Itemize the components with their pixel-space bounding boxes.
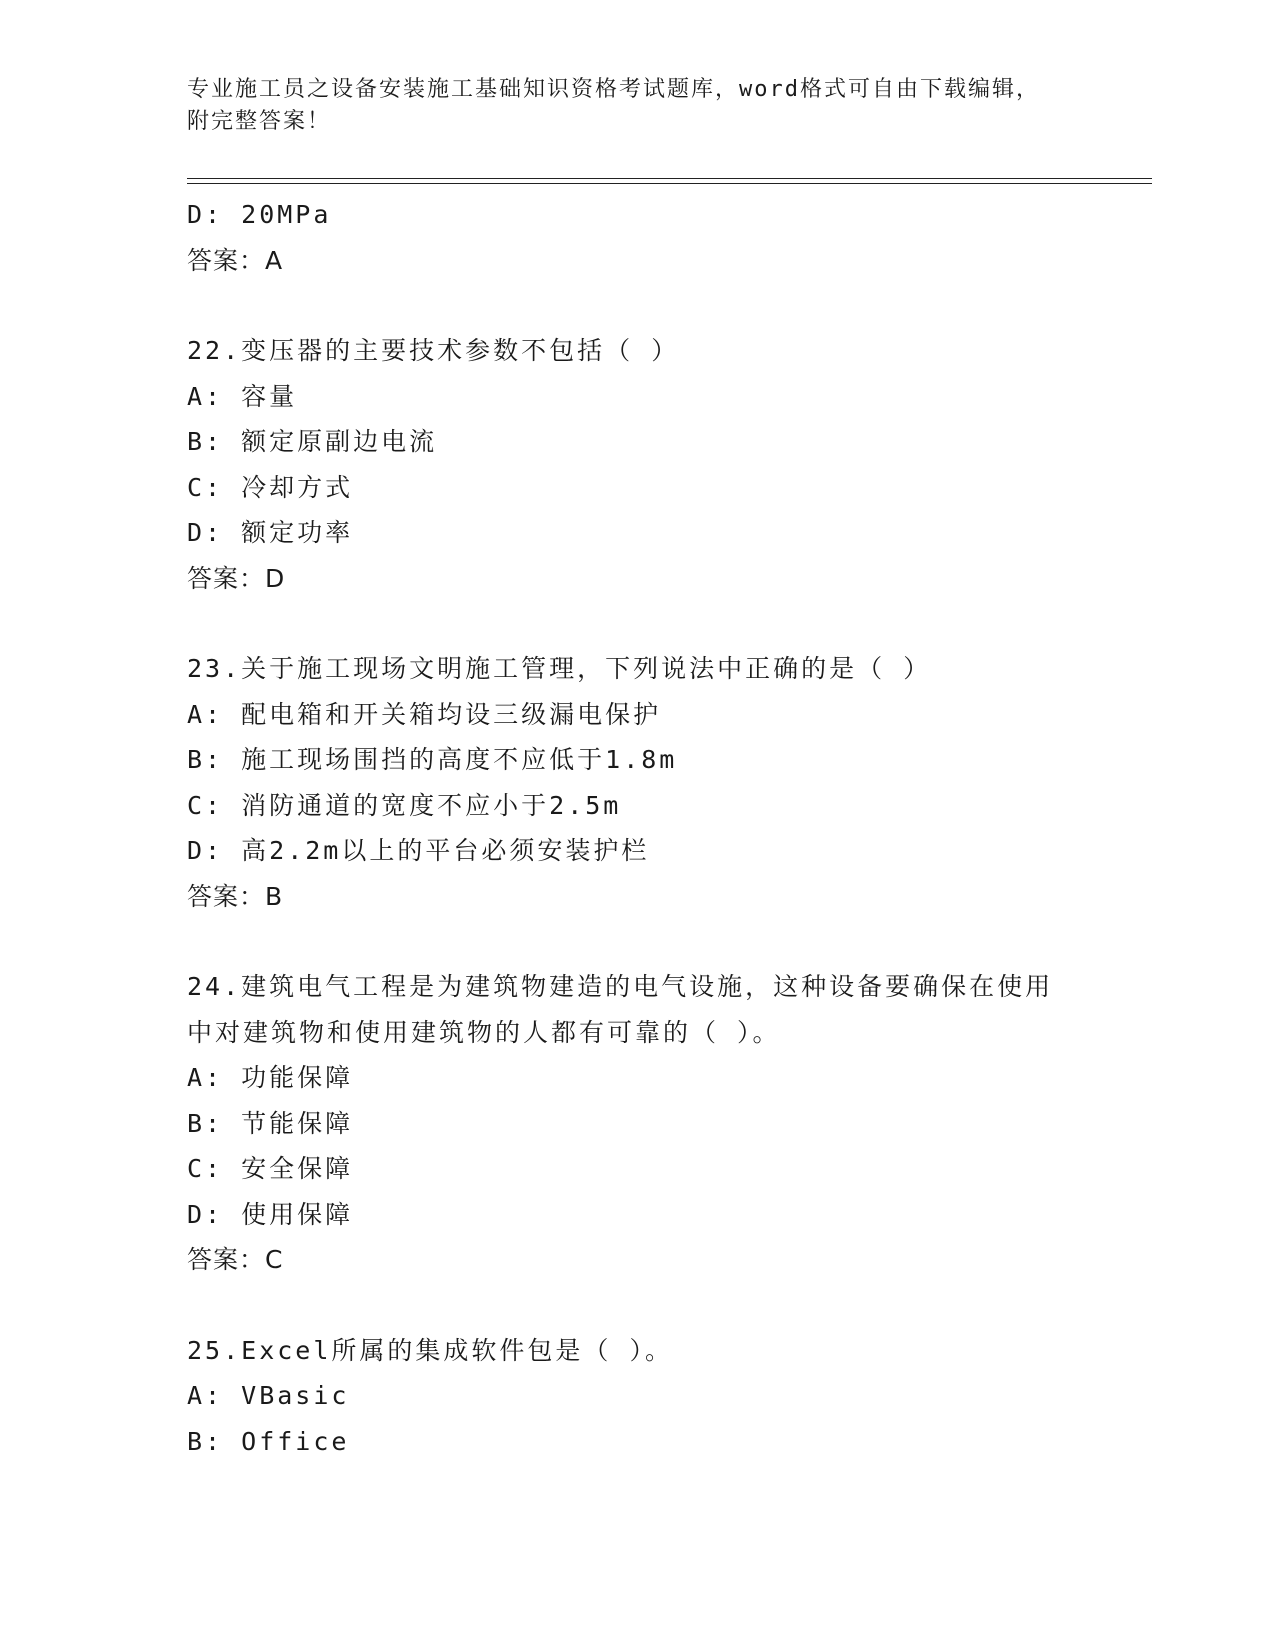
spacer <box>187 919 1087 964</box>
option-b: B: 额定原副边电流 <box>187 427 438 456</box>
option-a: A: 功能保障 <box>187 1063 354 1092</box>
question-content <box>187 192 1087 1464</box>
question-stem: 22.变压器的主要技术参数不包括（ ） <box>187 336 680 365</box>
header-divider-top <box>187 178 1152 179</box>
question-23 <box>187 646 1087 919</box>
answer-line: 答案：A <box>187 245 284 275</box>
option-b: B: 节能保障 <box>187 1108 354 1138</box>
question-25 <box>187 1328 1087 1465</box>
option-d: D: 高2.2m以上的平台必须安装护栏 <box>187 836 650 865</box>
question-stem: 25.Excel所属的集成软件包是（ ）。 <box>187 1335 673 1365</box>
question-stem: 23.关于施工现场文明施工管理，下列说法中正确的是（ ） <box>187 654 932 683</box>
option-d: D: 20MPa <box>187 200 332 229</box>
spacer <box>187 283 1087 328</box>
question-stem: 24.建筑电气工程是为建筑物建造的电气设施，这种设备要确保在使用中对建筑物和使用建筑物的人都有可靠的（ ）。 <box>187 972 1054 1047</box>
option-b: B: Office <box>187 1426 350 1456</box>
header-line-1: 专业施工员之设备安装施工基础知识资格考试题库，word格式可自由下载编辑， <box>187 77 1040 102</box>
option-a: A: VBasic <box>187 1381 350 1410</box>
question-24 <box>187 964 1087 1283</box>
question-22 <box>187 328 1087 601</box>
header-line-2: 附完整答案！ <box>187 109 332 134</box>
spacer <box>187 601 1087 646</box>
option-b: B: 施工现场围挡的高度不应低于1.8m <box>187 745 678 774</box>
option-c: C: 冷却方式 <box>187 472 354 502</box>
option-c: C: 消防通道的宽度不应小于2.5m <box>187 790 622 820</box>
header-divider-bottom <box>187 183 1152 184</box>
answer-line: 答案：D <box>187 563 286 593</box>
document-header <box>187 74 1067 138</box>
question-21-tail <box>187 192 1087 283</box>
answer-line: 答案：B <box>187 881 284 911</box>
option-c: C: 安全保障 <box>187 1154 354 1183</box>
option-a: A: 配电箱和开关箱均设三级漏电保护 <box>187 699 662 729</box>
option-d: D: 使用保障 <box>187 1199 354 1229</box>
option-d: D: 额定功率 <box>187 518 354 547</box>
option-a: A: 容量 <box>187 381 298 411</box>
spacer <box>187 1283 1087 1328</box>
answer-line: 答案：C <box>187 1245 284 1274</box>
